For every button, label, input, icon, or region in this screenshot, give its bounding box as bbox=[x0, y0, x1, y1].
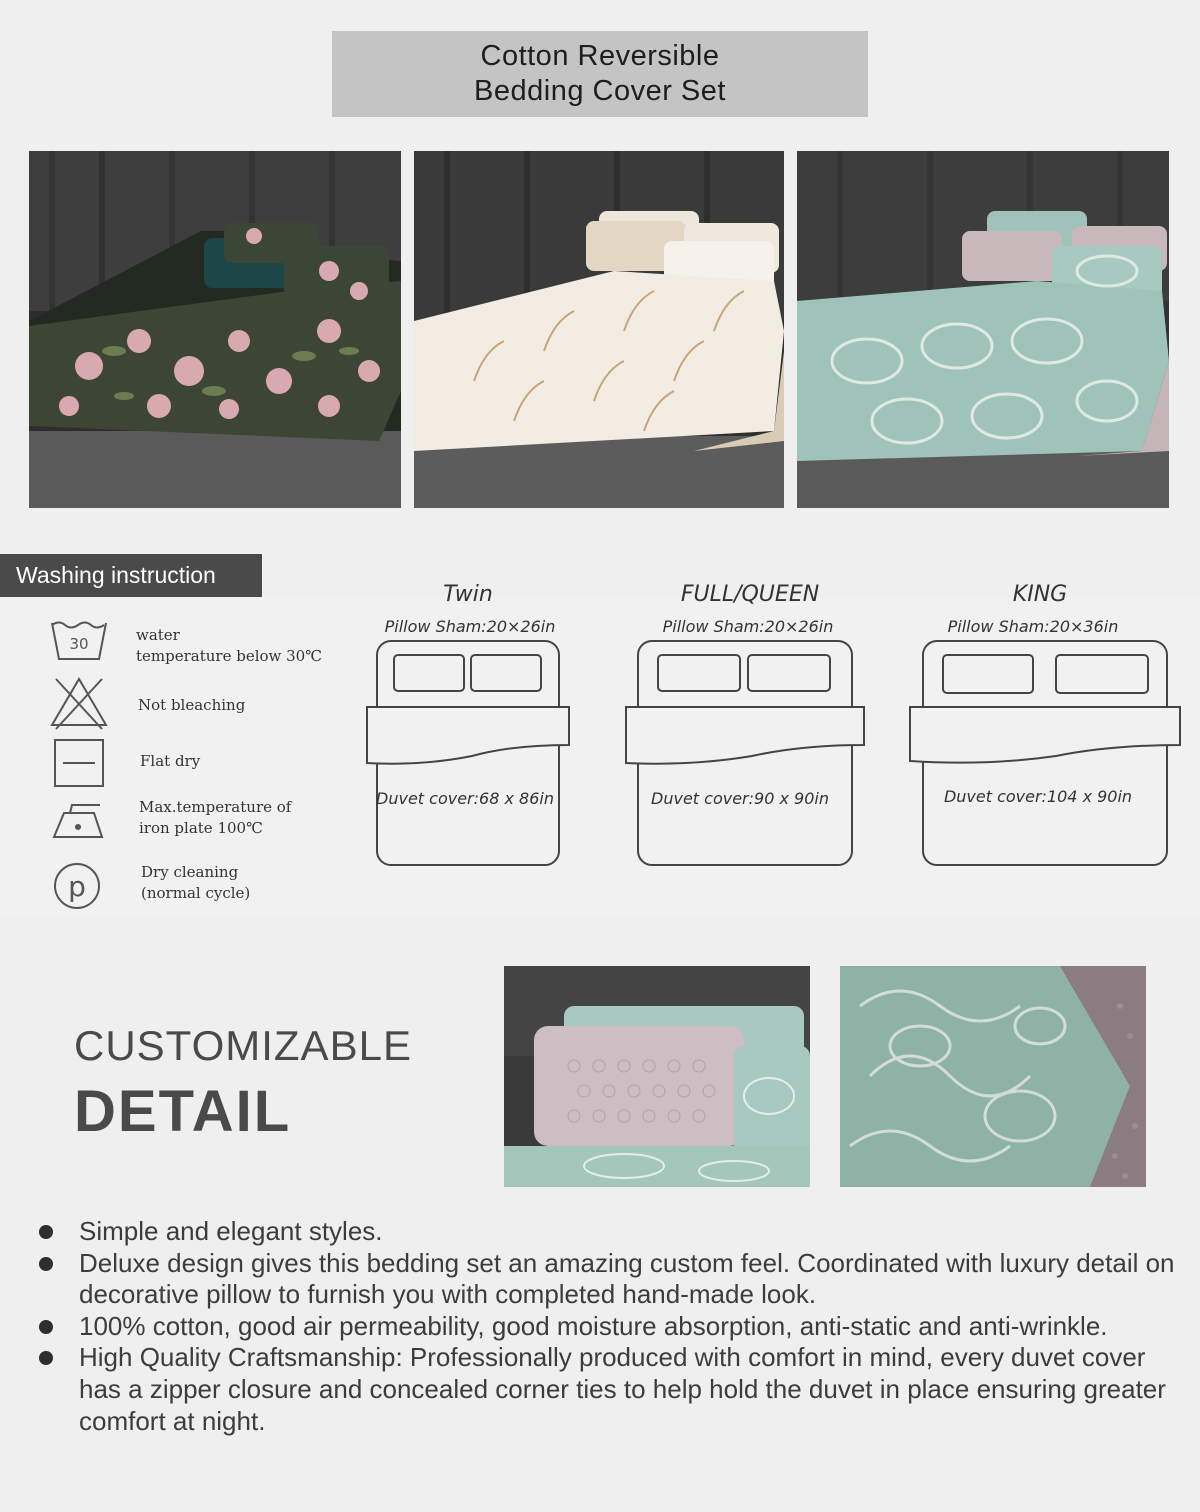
feature-text: High Quality Craftsmanship: Professionally produced with comfort in mind, every duvet cover has a zipper closure and concealed corner ties to help hold the duvet in place ensuring greater comfort at night. bbox=[79, 1342, 1166, 1436]
pillow-sham-twin: Pillow Sham:20×26in bbox=[384, 617, 556, 636]
wash-30-icon bbox=[50, 615, 108, 673]
duvet-cover-full-queen: Duvet cover:90 x 90in bbox=[651, 789, 829, 808]
size-title-full-queen: FULL/QUEEN bbox=[680, 582, 820, 607]
dry-clean-icon bbox=[50, 858, 108, 916]
bullet-icon bbox=[39, 1257, 53, 1271]
washing-instruction-label: Washing instruction bbox=[0, 554, 262, 597]
feature-item bbox=[36, 1248, 1176, 1311]
size-title-king: KING bbox=[1012, 582, 1068, 607]
flat-dry-icon bbox=[50, 735, 108, 793]
wash-item-dry-clean-text bbox=[141, 862, 250, 904]
pillow-closeup-photo bbox=[504, 966, 810, 1187]
title-banner bbox=[332, 31, 868, 117]
bed-diagram-full-queen bbox=[622, 638, 870, 870]
bed-diagram-king bbox=[906, 638, 1184, 870]
feature-text: Simple and elegant styles. bbox=[79, 1216, 383, 1246]
feature-item bbox=[36, 1216, 1176, 1248]
customizable-heading: CUSTOMIZABLE bbox=[74, 1022, 412, 1069]
cream-botanical-bedding-photo bbox=[414, 151, 784, 508]
wash-text-line: Flat dry bbox=[140, 752, 201, 770]
wash-text-line: temperature below 30℃ bbox=[136, 647, 323, 665]
mint-damask-bedding-photo bbox=[797, 151, 1169, 508]
feature-list bbox=[36, 1216, 1176, 1437]
wash-text-line: Dry cleaning bbox=[141, 863, 239, 881]
bullet-icon bbox=[39, 1225, 53, 1239]
wash-item-flat-dry-text bbox=[140, 751, 200, 772]
wash-text-line: iron plate 100℃ bbox=[139, 819, 263, 837]
iron-icon bbox=[50, 793, 108, 851]
wash-item-water-text bbox=[136, 625, 322, 667]
title-line-1: Cotton Reversible bbox=[480, 40, 720, 72]
no-bleach-icon bbox=[50, 675, 108, 733]
bullet-icon bbox=[39, 1320, 53, 1334]
svg-text:30: 30 bbox=[69, 635, 89, 653]
wash-item-bleach-text bbox=[138, 695, 245, 716]
duvet-cover-twin: Duvet cover:68 x 86in bbox=[376, 789, 554, 808]
title-line-2: Bedding Cover Set bbox=[474, 75, 726, 107]
pillow-sham-king: Pillow Sham:20×36in bbox=[947, 617, 1119, 636]
size-title-twin: Twin bbox=[443, 582, 493, 607]
pillow-sham-full-queen: Pillow Sham:20×26in bbox=[662, 617, 834, 636]
feature-item bbox=[36, 1311, 1176, 1343]
bed-diagram-twin bbox=[362, 638, 574, 870]
fabric-texture-closeup-photo bbox=[840, 966, 1146, 1187]
wash-text-line: Not bleaching bbox=[138, 696, 246, 714]
duvet-cover-king: Duvet cover:104 x 90in bbox=[943, 787, 1133, 806]
feature-text: Deluxe design gives this bedding set an amazing custom feel. Coordinated with luxury detail on decorative pillow to furnish you with completed hand-made look. bbox=[79, 1247, 1175, 1310]
wash-item-iron-text bbox=[139, 797, 291, 839]
wash-text-line: Max.temperature of bbox=[139, 798, 292, 816]
feature-text: 100% cotton, good air permeability, good moisture absorption, anti-static and anti-wrinkle. bbox=[79, 1310, 1108, 1341]
floral-dark-green-bedding-photo bbox=[29, 151, 401, 508]
bullet-icon bbox=[39, 1351, 53, 1365]
svg-text:p: p bbox=[68, 870, 86, 903]
wash-text-line: (normal cycle) bbox=[141, 884, 251, 902]
wash-text-line: water bbox=[136, 626, 180, 644]
feature-item bbox=[36, 1342, 1176, 1437]
detail-heading: DETAIL bbox=[74, 1079, 292, 1144]
